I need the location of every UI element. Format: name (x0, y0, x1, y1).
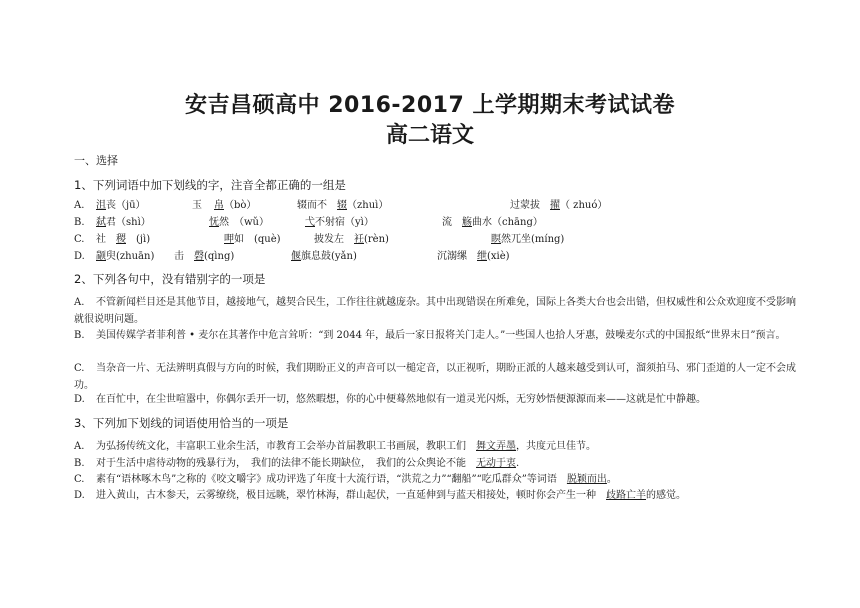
pinyin: 臾(zhuān) (106, 251, 155, 262)
pinyin: 曲水（chāng） (472, 217, 543, 228)
option-label: A. (74, 441, 85, 452)
underlined-phrase: 无动于衷 (476, 458, 516, 469)
pinyin: 然兀坐(míng) (501, 234, 565, 245)
option-label: C. (74, 474, 85, 485)
underlined-char: 呷 (224, 234, 234, 245)
option-text: 玉 (192, 200, 202, 211)
underlined-phrase: 脱颖而出 (566, 474, 607, 485)
pinyin: (jì) (126, 234, 151, 245)
option-text: 的感觉。 (646, 490, 686, 501)
underlined-char: 颛 (96, 251, 106, 262)
option-text: 当杂音一片、无法辨明真假与方向的时候，我们期盼正义的声音可以一槌定音，以正视听，期盼正派的人越来越受到认可，溜须拍马、邪门歪道的人一定不会成功。 (74, 363, 796, 391)
underlined-char: 瞑 (491, 234, 501, 245)
option-label: A. (74, 297, 85, 308)
pinyin: (rèn) (364, 234, 389, 245)
option-label: D. (74, 490, 85, 501)
underlined-char: 绁 (477, 251, 487, 262)
question-1-stem: 1、下列词语中加下划线的字，注音全都正确的一组是 (74, 178, 346, 192)
option-label: B. (74, 217, 85, 228)
q3-option-a (74, 438, 796, 455)
question-2-stem: 2、下列各句中，没有错别字的一项是 (74, 272, 266, 286)
underlined-char: 辍 (337, 200, 347, 211)
option-label: C. (74, 234, 85, 245)
underlined-char: 擢 (550, 200, 560, 211)
option-text: 素有“语林啄木鸟”之称的《咬文嚼字》成功评选了年度十大流行语，“洪荒之力”“翻船”“吃瓜群众”等词语 (96, 474, 567, 485)
q2-option-c (74, 360, 796, 394)
section-heading: 一、选择 (74, 154, 118, 167)
option-text: ，共度元旦佳节。 (516, 441, 596, 452)
underlined-char: 磬 (194, 251, 204, 262)
option-text: 为弘扬传统文化，丰富职工业余生活，市教育工会举办首届教职工书画展，教职工们 (96, 441, 476, 452)
underlined-char: 怃 (209, 217, 219, 228)
option-label: B. (74, 330, 85, 341)
q3-option-d (74, 487, 796, 504)
option-text: 不管新闻栏目还是其他节目，越接地气，越契合民生，工作往往就越庞杂。其中出现错误在所难免，国际上各类大台也会出错，但权威性和公众欢迎度不受影响就很说明问题。 (74, 297, 796, 325)
pinyin: 然 （wǔ） (219, 217, 269, 228)
pinyin: 如 (què) (234, 234, 281, 245)
option-text: 辍而不 (297, 200, 327, 211)
underlined-char: 沮 (96, 200, 106, 211)
option-text: 社 (96, 234, 116, 245)
q3-option-c (74, 471, 796, 488)
option-text: 对于生活中虐待动物的残暴行为， 我们的法律不能长期缺位， 我们的公众舆论不能 (96, 458, 476, 469)
pinyin: 旗息鼓(yǎn) (301, 251, 357, 262)
exam-subtitle: 高二语文 (385, 123, 474, 148)
q2-option-b (74, 327, 796, 344)
pinyin: 君（shì） (106, 217, 151, 228)
q2-option-d (74, 391, 796, 408)
option-text: 在百忙中，在尘世喧嚣中，你偶尔丢开一切，悠然暇想，你的心中便蓦然地似有一道灵光闪烁，无穷妙悟便源源而来——这就是忙中静趣。 (96, 394, 706, 405)
option-label: B. (74, 458, 85, 469)
q3-option-b (74, 455, 796, 472)
underlined-char: 衽 (354, 234, 364, 245)
option-label: D. (74, 251, 85, 262)
pinyin: （zhuì） (347, 200, 389, 211)
option-label: A. (74, 200, 85, 211)
underlined-phrase: 歧路亡羊 (606, 490, 646, 501)
option-text: . (516, 458, 520, 469)
underlined-char: 弑 (96, 217, 106, 228)
underlined-char: 弋 (305, 217, 315, 228)
pinyin: 丧（jū） (106, 200, 146, 211)
underlined-char: 偃 (291, 251, 301, 262)
option-text: 流 (442, 217, 462, 228)
pinyin: 不射宿（yì） (315, 217, 374, 228)
underlined-char: 觞 (462, 217, 472, 228)
exam-title: 安吉昌硕高中 2016-2017 上学期期末考试试卷 (185, 93, 675, 118)
option-text: 过蒙拔 (510, 200, 540, 211)
option-text: 击 (174, 251, 194, 262)
q2-option-a (74, 294, 796, 328)
option-text: 沉溺缧 (437, 251, 477, 262)
underlined-char: 稷 (116, 234, 126, 245)
pinyin: (qìng) (204, 251, 235, 262)
underlined-phrase: 舞文弄墨 (476, 441, 516, 452)
option-label: D. (74, 394, 85, 405)
option-text: 美国传媒学者菲利普 • 麦尔在其著作中危言耸听：“到 2044 年，最后一家日报将关门走人。”一些国人也拾人牙惠，鼓噪麦尔式的中国报纸“世界末日”预言。 (96, 330, 786, 341)
underlined-char: 帛 (214, 200, 224, 211)
question-3-stem: 3、下列加下划线的词语使用恰当的一项是 (74, 416, 289, 430)
pinyin: (xiè) (487, 251, 510, 262)
option-label: C. (74, 363, 85, 374)
option-text: 披发左 (314, 234, 354, 245)
pinyin: （bò） (224, 200, 257, 211)
pinyin: （ zhuó） (560, 200, 608, 211)
option-text: 进入黄山，古木参天，云雾缭绕，极目远眺，翠竹林海，群山起伏，一直延伸到与蓝天相接处，顿时你会产生一种 (96, 490, 606, 501)
option-text: 。 (606, 474, 617, 485)
